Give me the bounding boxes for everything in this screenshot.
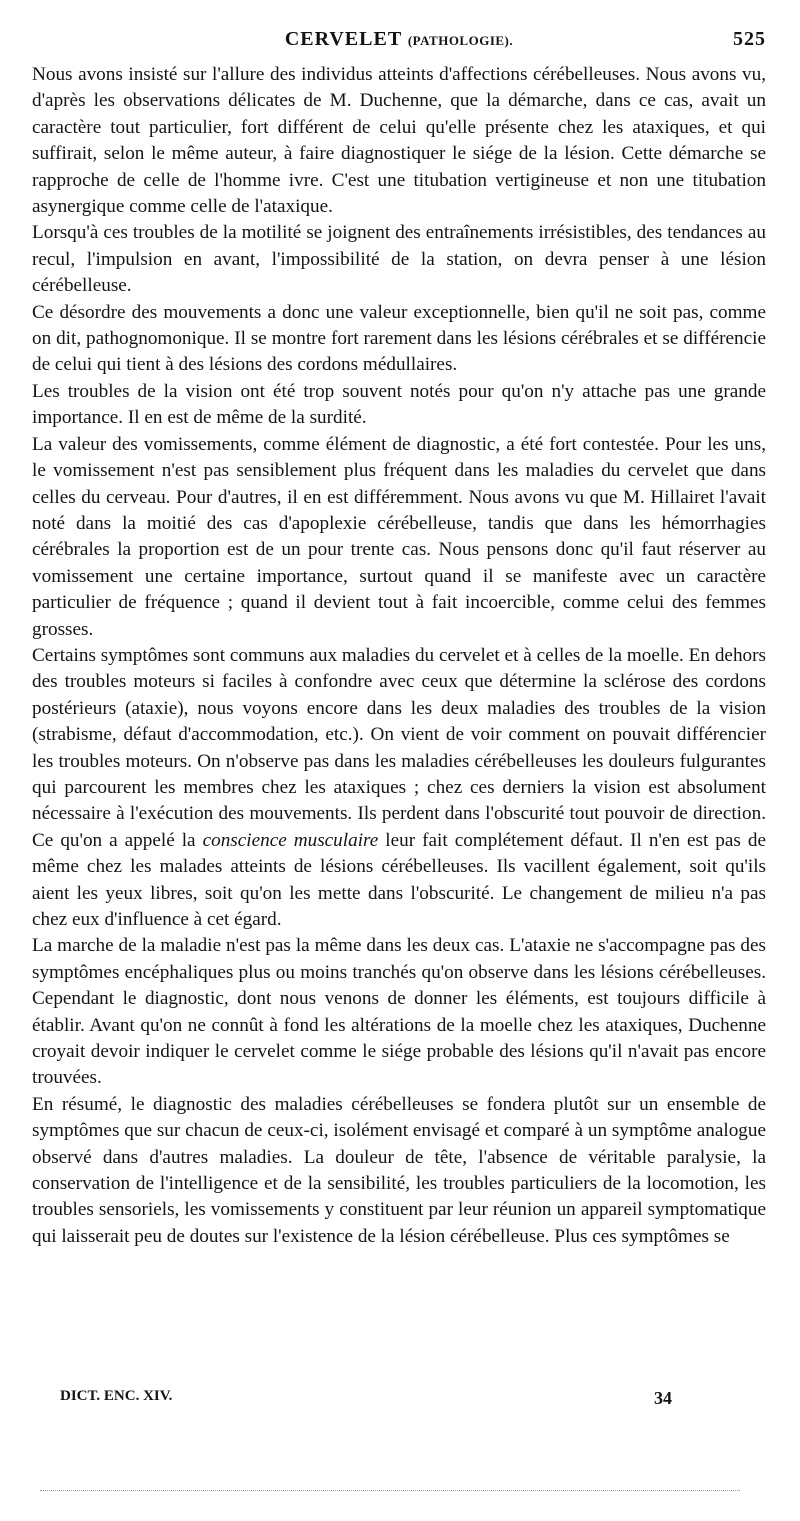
signature-number: 34 [654,1388,672,1408]
page-number: 525 [733,28,766,50]
paragraph: Ce désordre des mouvements a donc une valeur exceptionnelle, bien qu'il ne soit pas, comme on dit, pathognomonique. Il se montre fort rarement dans les lésions cérébrales et se différencie de celui qui tient à des lésions des cordons médullaires. [32,301,766,376]
italic-term: conscience musculaire [202,829,379,851]
header-title-main: CERVELET [284,28,402,50]
paragraph: La valeur des vomissements, comme élément de diagnostic, a été fort contestée. Pour les uns, le vomissement n'est pas sensiblement plus fréquent dans les maladies du cervelet que dans celles du cerveau. Pour d'autres, il en est différemment. Nous avons vu que M. Hillairet l'avait noté dans la moitié des cas d'apoplexie cérébelleuse, tandis que dans les hémorrhagies cérébrales la proportion est de un pour trente cas. Nous pensons donc qu'il faut réserver au vomissement une certaine importance, surtout quand il se manifeste avec un caractère particulier de fréquence ; quand il devient tout à fait incoercible, comme celui des femmes grosses. [32,433,766,640]
paragraph: Les troubles de la vision ont été trop souvent notés pour qu'on n'y attache pas une grande importance. Il en est de même de la surdité. [32,380,766,429]
paragraph: La marche de la maladie n'est pas la même dans les deux cas. L'ataxie ne s'accompagne pas des symptômes encéphaliques plus ou moins tranchés qu'on observe dans les lésions cérébelleuses. Cependant le diagnostic, dont nous venons de donner les éléments, est toujours difficile à établir. Avant qu'on ne connût à fond les altérations de la moelle chez les ataxiques, Duchenne croyait devoir indiquer le cervelet comme le siége probable des lésions qu'il n'avait pas encore trouvées. [32,935,766,1089]
page-footer [32,1388,672,1412]
running-header [32,28,766,62]
paragraph: Certains symptômes sont communs aux maladies du cervelet et à celles de la moelle. En dehors des troubles moteurs si faciles à confondre avec ceux que détermine la sclérose des cordons postérieurs (ataxie), nous voyons encore dans les deux maladies des troubles de la vision (strabisme, défaut d'accommodation, etc.). On vient de voir comment on pouvait différencier les troubles moteurs. On n'observe pas dans les maladies cérébelleuses les douleurs fulgurantes qui parcourent les membres chez les ataxiques ; chez ces derniers la vision est absolument nécessaire à l'exécution des mouvements. Ils perdent dans l'obscurité tout pouvoir de direction. Ce qu'on a appelé la conscience musculaire leur fait complétement défaut. Il n'en est pas de même chez les malades atteints de lésions cérébelleuses. Ils vacillent également, soit qu'ils aient les yeux libres, soit qu'on les mette dans l'obscurité. Le changement de milieu n'a pas chez eux d'influence à cet égard. [32,644,766,930]
signature-mark: DICT. ENC. XIV. [60,1388,173,1404]
header-title [32,28,766,51]
body-text [32,62,766,1250]
paragraph: Nous avons insisté sur l'allure des individus atteints d'affections cérébelleuses. Nous avons vu, d'après les observations délicates de M. Duchenne, que la démarche, dans ce cas, avait un caractère tout particulier, fort différent de celui qu'elle présente chez les ataxiques, et qui suffirait, selon le même auteur, à faire diagnostiquer le siége de la lésion. Cette démarche se rapproche de celle de l'homme ivre. C'est une titubation vertigineuse et non une titubation asynergique comme celle de l'ataxique. [32,64,766,218]
paragraph: En résumé, le diagnostic des maladies cérébelleuses se fondera plutôt sur un ensemble de symptômes que sur chacun de ceux-ci, isolément envisagé et comparé à un symptôme analogue observé dans d'autres maladies. La douleur de tête, l'absence de véritable paralysie, la conservation de l'intelligence et de la sensibilité, les troubles particuliers de la locomotion, les troubles sensoriels, les vomissements y constituent par leur réunion un appareil symptomatique qui laisserait peu de doutes sur l'existence de la lésion cérébelleuse. Plus ces symptômes se [32,1093,766,1247]
header-title-sub: (PATHOLOGIE). [407,33,514,48]
document-page [32,28,766,1250]
bottom-dotted-rule [40,1490,740,1491]
paragraph: Lorsqu'à ces troubles de la motilité se joignent des entraînements irrésistibles, des tendances au recul, l'impulsion en avant, l'impossibilité de la station, on devra penser à une lésion cérébelleuse. [32,222,766,297]
